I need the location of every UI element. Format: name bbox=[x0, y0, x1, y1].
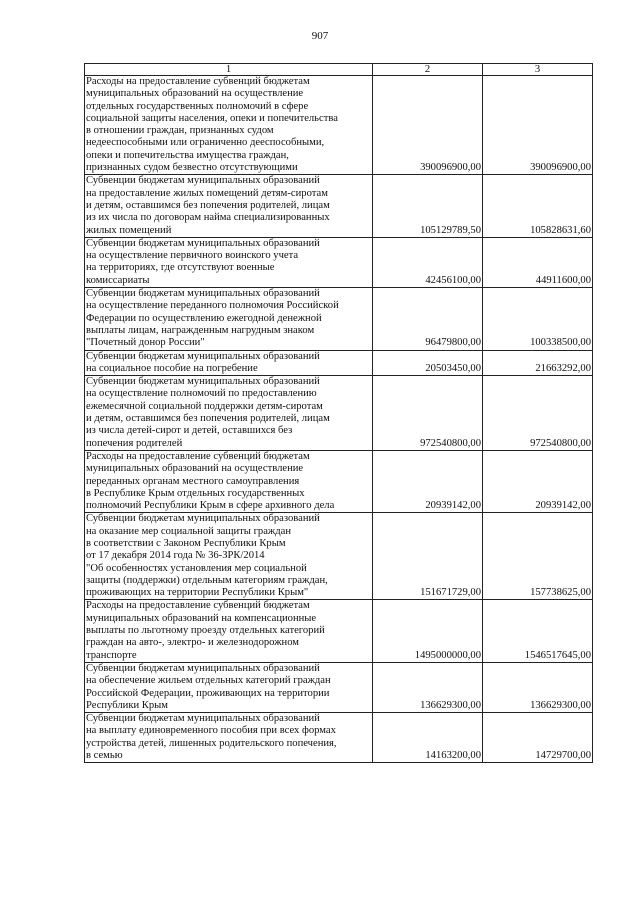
table-row bbox=[85, 513, 593, 600]
table-row bbox=[85, 76, 593, 175]
header-cell-col1: 1 bbox=[85, 64, 373, 76]
table-row bbox=[85, 662, 593, 712]
header-cell-col2: 2 bbox=[373, 64, 483, 76]
row-amount-col3: 157738625,00 bbox=[483, 513, 593, 600]
table-row bbox=[85, 450, 593, 512]
row-amount-col2: 105129789,50 bbox=[373, 175, 483, 237]
row-amount-col2: 96479800,00 bbox=[373, 288, 483, 350]
table-row bbox=[85, 350, 593, 376]
row-amount-col3: 44911600,00 bbox=[483, 237, 593, 287]
table-row bbox=[85, 376, 593, 451]
row-amount-col3: 21663292,00 bbox=[483, 350, 593, 376]
row-description: Субвенции бюджетам муниципальных образований на осуществление переданного полномочия Российской Федерации по осуществлению ежегодной денежной выплаты лицам, награжденным нагрудным знаком "Почетный донор России" bbox=[85, 288, 373, 350]
row-description: Расходы на предоставление субвенций бюджетам муниципальных образований на компенсационные выплаты по льготному проезду отдельных категорий граждан на авто-, электро- и железнодорожном транспорте bbox=[85, 600, 373, 662]
budget-table-body bbox=[85, 64, 593, 763]
row-amount-col2: 972540800,00 bbox=[373, 376, 483, 451]
row-description: Субвенции бюджетам муниципальных образований на осуществление первичного воинского учета на территориях, где отсутствуют военные комиссариаты bbox=[85, 237, 373, 287]
budget-table bbox=[84, 63, 593, 763]
row-description: Субвенции бюджетам муниципальных образований на выплату единовременного пособия при всех формах устройства детей, лишенных родительского попечения, в семью bbox=[85, 713, 373, 763]
row-amount-col3: 972540800,00 bbox=[483, 376, 593, 451]
row-description: Субвенции бюджетам муниципальных образований на оказание мер социальной защиты граждан в соответствии с Законом Республики Крым от 17 декабря 2014 года № 36-ЗРК/2014 "Об особенностях установления мер социальной защиты (поддержки) отдельным категориям граждан, проживающих на территории Республики Крым" bbox=[85, 513, 373, 600]
row-description: Субвенции бюджетам муниципальных образований на предоставление жилых помещений детям-сиротам и детям, оставшимся без попечения родителей, лицам из их числа по договорам найма специализированных жилых помещений bbox=[85, 175, 373, 237]
table-row bbox=[85, 288, 593, 350]
row-amount-col2: 1495000000,00 bbox=[373, 600, 483, 662]
row-description: Субвенции бюджетам муниципальных образований на социальное пособие на погребение bbox=[85, 350, 373, 376]
table-row bbox=[85, 237, 593, 287]
row-amount-col3: 105828631,60 bbox=[483, 175, 593, 237]
row-description: Расходы на предоставление субвенций бюджетам муниципальных образований на осуществление отдельных государственных полномочий в сфере социальной защиты населения, опеки и попечительства в отношении граждан, признанных судом недееспособными или ограниченно дееспособными, опеки и попечительства имущества граждан, признанных судом безвестно отсутствующими bbox=[85, 76, 373, 175]
row-amount-col3: 136629300,00 bbox=[483, 662, 593, 712]
row-amount-col2: 14163200,00 bbox=[373, 713, 483, 763]
table-row bbox=[85, 600, 593, 662]
page-number: 907 bbox=[311, 30, 329, 42]
table-row bbox=[85, 175, 593, 237]
row-amount-col2: 151671729,00 bbox=[373, 513, 483, 600]
row-amount-col2: 42456100,00 bbox=[373, 237, 483, 287]
row-description: Субвенции бюджетам муниципальных образований на обеспечение жильем отдельных категорий граждан Российской Федерации, проживающих на территории Республики Крым bbox=[85, 662, 373, 712]
row-amount-col3: 390096900,00 bbox=[483, 76, 593, 175]
header-cell-col3: 3 bbox=[483, 64, 593, 76]
table-row bbox=[85, 713, 593, 763]
row-amount-col2: 136629300,00 bbox=[373, 662, 483, 712]
row-amount-col2: 390096900,00 bbox=[373, 76, 483, 175]
row-amount-col2: 20939142,00 bbox=[373, 450, 483, 512]
table-header-row bbox=[85, 64, 593, 76]
row-amount-col3: 14729700,00 bbox=[483, 713, 593, 763]
row-amount-col3: 1546517645,00 bbox=[483, 600, 593, 662]
row-amount-col2: 20503450,00 bbox=[373, 350, 483, 376]
row-amount-col3: 100338500,00 bbox=[483, 288, 593, 350]
row-amount-col3: 20939142,00 bbox=[483, 450, 593, 512]
row-description: Расходы на предоставление субвенций бюджетам муниципальных образований на осуществление переданных органам местного самоуправления в Республике Крым отдельных государственных полномочий Республики Крым в сфере архивного дела bbox=[85, 450, 373, 512]
row-description: Субвенции бюджетам муниципальных образований на осуществление полномочий по предоставлению ежемесячной социальной поддержки детям-сиротам и детям, оставшимся без попечения родителей, лицам из числа детей-сирот и детей, оставшихся без попечения родителей bbox=[85, 376, 373, 451]
